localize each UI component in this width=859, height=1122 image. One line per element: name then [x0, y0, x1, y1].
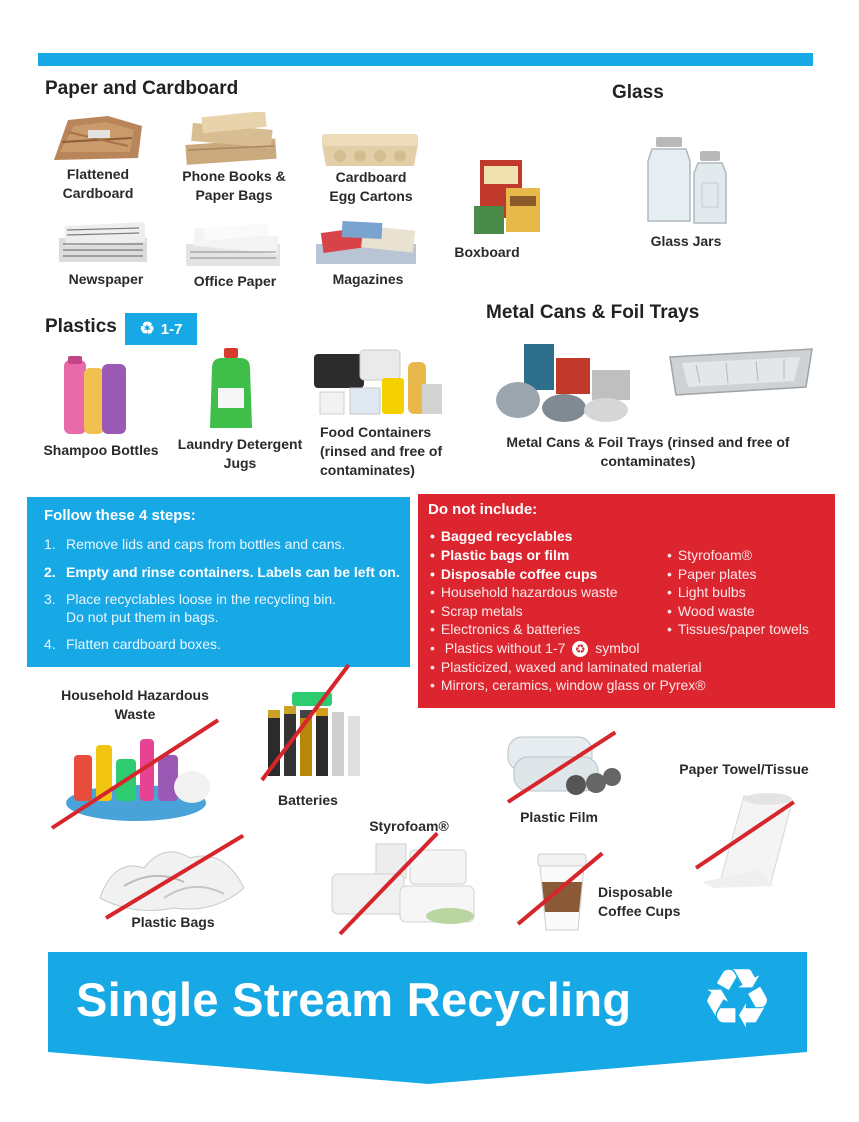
styrofoam-label: Styrofoam® [369, 818, 449, 834]
dni-item: • Household hazardous waste [430, 583, 618, 601]
flattened-cardboard-label: Flattened Cardboard [62, 166, 134, 201]
coffee-cups-label: Disposable Coffee Cups [598, 884, 681, 919]
dni-item: • Plastic bags or film [430, 546, 569, 564]
dni-item: • Paper plates [667, 565, 757, 583]
egg-cartons-label: Cardboard Egg Cartons [329, 169, 413, 204]
office-paper-label: Office Paper [193, 273, 277, 289]
glass-jars-image [640, 135, 732, 227]
shampoo-bottles-image [58, 356, 130, 436]
do-not-include-panel [418, 494, 835, 708]
newspaper-image [55, 214, 151, 266]
office-paper-image [180, 222, 288, 270]
steps-heading: Follow these 4 steps: [44, 507, 196, 524]
paper-towel-image [700, 790, 810, 888]
phone-books-label: Phone Books & Paper Bags [182, 168, 286, 203]
badge-label: 1-7 [160, 320, 183, 338]
phone-books-image [178, 112, 288, 168]
magazines-label: Magazines [332, 271, 404, 287]
steps-panel [27, 497, 410, 667]
plastics-1-7-badge [125, 313, 197, 345]
metal-caption: Metal Cans & Foil Trays (rinsed and free of contaminates) [506, 434, 790, 469]
paper-towel-label: Paper Towel/Tissue [679, 761, 809, 777]
metal-cans-image [494, 340, 636, 426]
step-1: 1. Remove lids and caps from bottles and cans. [44, 536, 346, 552]
metal-section-title: Metal Cans & Foil Trays [486, 302, 700, 323]
food-containers-label: Food Containers (rinsed and free of contaminates) [320, 424, 443, 478]
magazines-image [312, 218, 424, 268]
foil-tray-image [666, 343, 816, 399]
flattened-cardboard-image [48, 112, 148, 164]
egg-carton-image [318, 130, 422, 170]
hazardous-label: Household Hazardous Waste [61, 687, 209, 722]
recycle-icon: ♻ [139, 319, 155, 338]
recycle-icon: ♻ [700, 954, 774, 1045]
dni-item: • Bagged recyclables [430, 527, 572, 545]
dni-item-plastics-symbol: • Plastics without 1-7 ♻ symbol [430, 639, 640, 657]
glass-section-title: Glass [612, 82, 664, 103]
plastics-section-title: Plastics [45, 316, 117, 337]
dni-item: • Light bulbs [667, 583, 746, 601]
batteries-image [262, 690, 362, 782]
batteries-label: Batteries [278, 792, 338, 808]
dni-item: • Tissues/paper towels [667, 620, 809, 638]
step-3: 3. Place recyclables loose in the recycling bin. Do not put them in bags. [44, 591, 337, 625]
banner-title: Single Stream Recycling [76, 973, 632, 1026]
glass-jars-label: Glass Jars [650, 233, 722, 249]
laundry-jug-image [206, 348, 256, 430]
newspaper-label: Newspaper [68, 271, 144, 287]
do-not-include-heading: Do not include: [428, 501, 538, 518]
paper-section-title: Paper and Cardboard [45, 78, 239, 99]
boxboard-label: Boxboard [454, 244, 520, 260]
laundry-jugs-label: Laundry Detergent Jugs [177, 436, 303, 471]
boxboard-image [470, 158, 546, 238]
recycle-icon: ♻ [572, 641, 588, 657]
dni-item: • Mirrors, ceramics, window glass or Pyrex® [430, 676, 706, 694]
dni-item: • Wood waste [667, 602, 755, 620]
dni-item: • Disposable coffee cups [430, 565, 597, 583]
dni-item: • Plasticized, waxed and laminated material [430, 658, 702, 676]
dni-item: • Styrofoam® [667, 546, 752, 564]
shampoo-bottles-label: Shampoo Bottles [43, 442, 159, 458]
step-2: 2. Empty and rinse containers. Labels can be left on. [44, 564, 400, 580]
plastic-bags-label: Plastic Bags [131, 914, 215, 930]
food-containers-image [310, 348, 446, 418]
coffee-cup-image [534, 852, 590, 932]
dni-item: • Scrap metals [430, 602, 523, 620]
dni-item: • Electronics & batteries [430, 620, 580, 638]
plastic-film-label: Plastic Film [520, 809, 598, 825]
step-4: 4. Flatten cardboard boxes. [44, 636, 221, 652]
top-accent-bar [38, 53, 813, 66]
